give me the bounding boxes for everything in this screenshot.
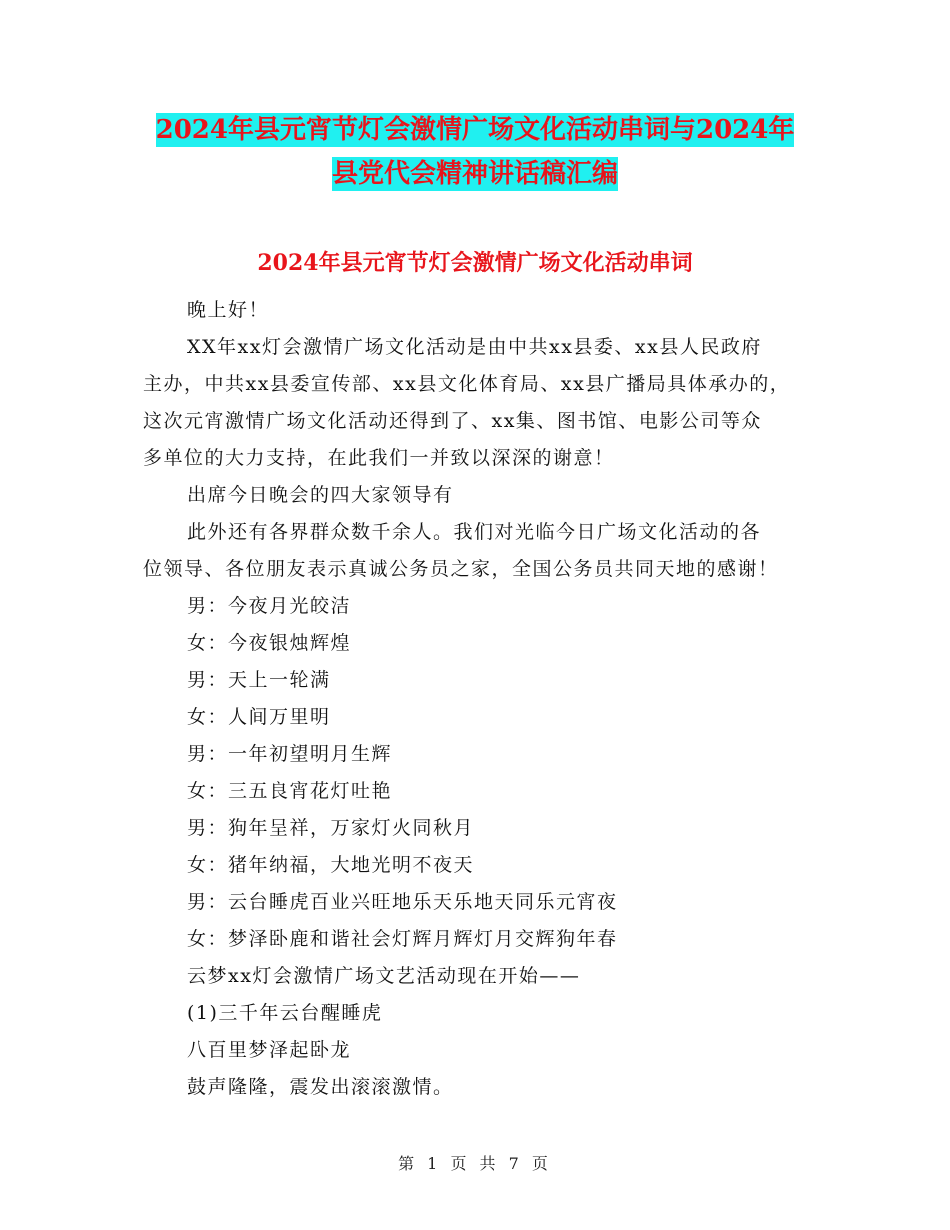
body-line: 此外还有各界群众数千余人。我们对光临今日广场文化活动的各 <box>187 521 762 543</box>
section-heading: 2024年县元宵节灯会激情广场文化活动串词 <box>257 250 693 276</box>
body-line: 位领导、各位朋友表示真诚公务员之家，全国公务员共同天地的感谢！ <box>143 558 779 580</box>
body-line: 男：一年初望明月生辉 <box>187 743 393 765</box>
body-line: 鼓声隆隆，震发出滚滚激情。 <box>187 1076 454 1098</box>
title-highlight-2: 县党代会精神讲话稿汇编 <box>331 159 618 189</box>
body-line: XX年xx灯会激情广场文化活动是由中共xx县委、xx县人民政府 <box>187 336 762 358</box>
body-line: 出席今日晚会的四大家领导有 <box>187 484 454 506</box>
title-highlight-1: 2024年县元宵节灯会激情广场文化活动串词与2024年 <box>155 115 795 145</box>
body-line: 女：今夜银烛辉煌 <box>187 632 352 654</box>
body-line: 女：猪年纳福，大地光明不夜天 <box>187 854 475 876</box>
body-line: (1)三千年云台醒睡虎 <box>187 1002 383 1024</box>
body-line: 多单位的大力支持，在此我们一并致以深深的谢意！ <box>143 447 615 469</box>
body-line: 男：云台睡虎百业兴旺地乐天乐地天同乐元宵夜 <box>187 891 618 913</box>
body-line: 女：梦泽卧鹿和谐社会灯辉月辉灯月交辉狗年春 <box>187 928 618 950</box>
body-line: 主办，中共xx县委宣传部、xx县文化体育局、xx县广播局具体承办的， <box>143 373 791 395</box>
document-title-line-1 <box>0 108 950 152</box>
body-line: 男：天上一轮满 <box>187 669 331 691</box>
body-line: 晚上好！ <box>187 299 270 321</box>
body-line: 男：今夜月光皎洁 <box>187 595 352 617</box>
document-title-line-2 <box>0 152 950 196</box>
body-line: 八百里梦泽起卧龙 <box>187 1039 352 1061</box>
body-line: 这次元宵激情广场文化活动还得到了、xx集、图书馆、电影公司等众 <box>143 410 762 432</box>
body-line: 云梦xx灯会激情广场文艺活动现在开始—— <box>187 965 581 987</box>
page-number-footer: 第 1 页 共 7 页 <box>398 1154 552 1173</box>
body-line: 男：狗年呈祥，万家灯火同秋月 <box>187 817 475 839</box>
body-line: 女：人间万里明 <box>187 706 331 728</box>
body-line: 女：三五良宵花灯吐艳 <box>187 780 393 802</box>
